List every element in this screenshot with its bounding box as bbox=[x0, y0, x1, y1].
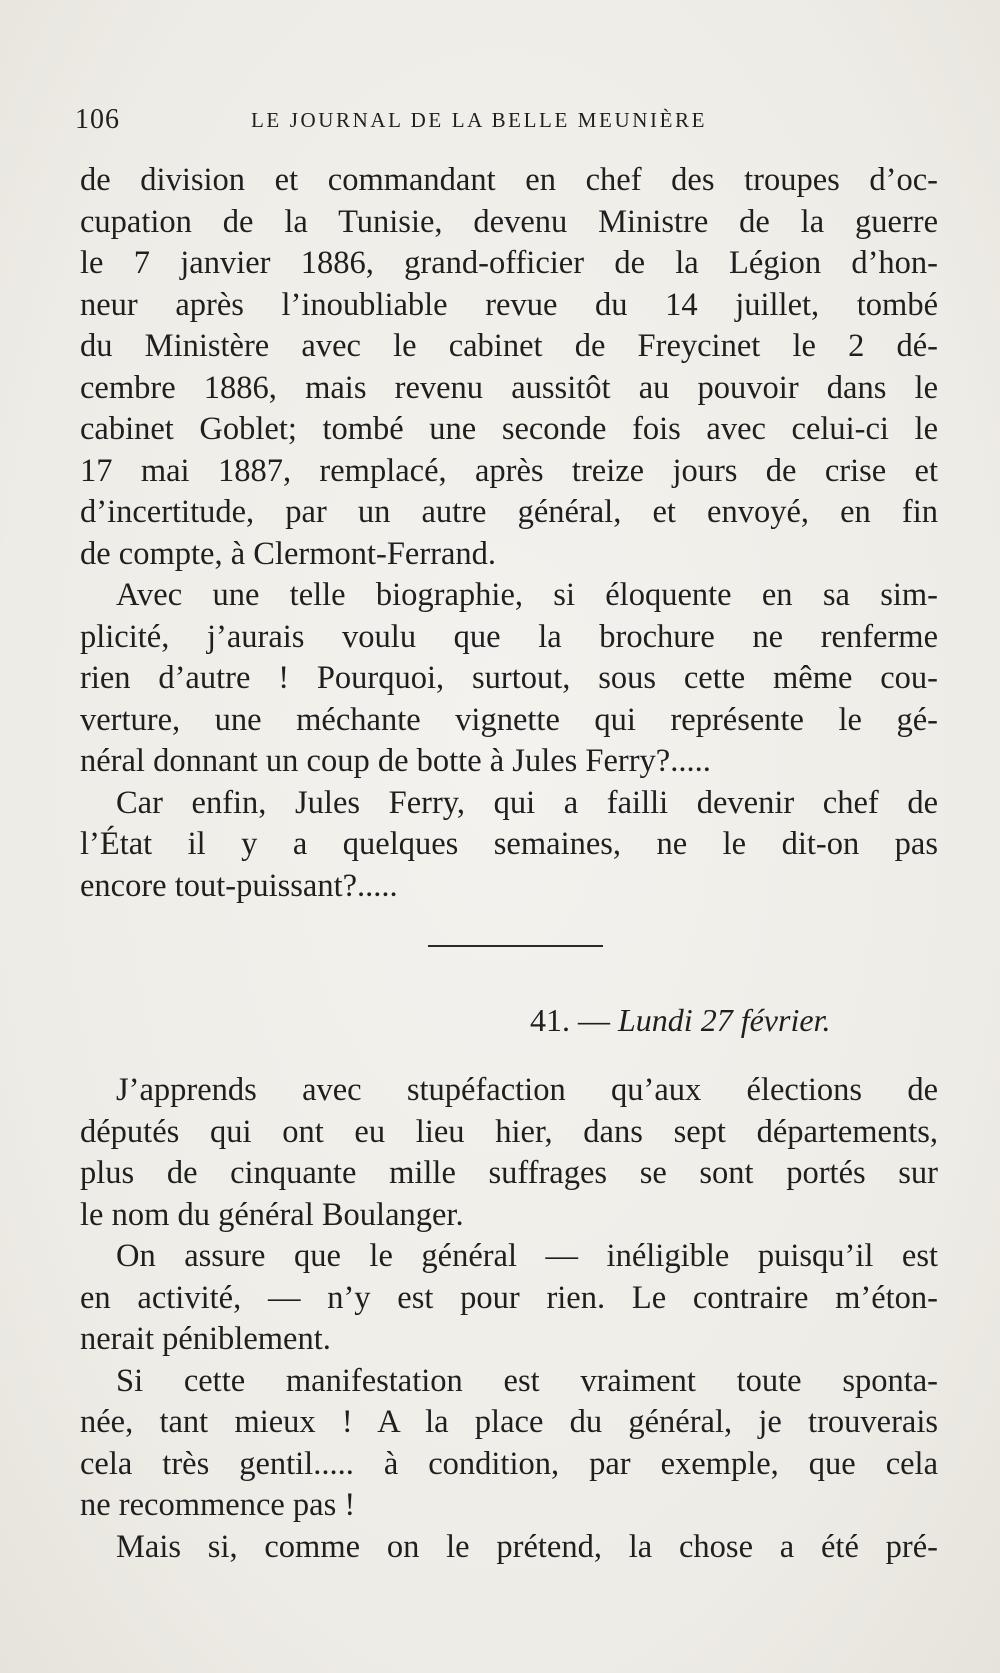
text-line: Avec une telle biographie, si éloquente en sa sim- bbox=[116, 577, 938, 613]
body-text-section-b bbox=[80, 1070, 938, 1568]
text-line: 17 mai 1887, remplacé, après treize jours de crise et bbox=[80, 452, 938, 489]
text-line: en activité, — n’y est pour rien. Le contraire m’éton- bbox=[80, 1279, 938, 1316]
text-line: née, tant mieux ! A la place du général, je trouverais bbox=[80, 1404, 938, 1440]
text-line: plus de cinquante mille suffrages se sont portés sur bbox=[80, 1155, 938, 1191]
text-line: nerait péniblement. bbox=[80, 1321, 331, 1357]
text-line: neur après l’inoubliable revue du 14 juillet, tombé bbox=[80, 286, 938, 323]
text-line: plicité, j’aurais voulu que la brochure ne renferme bbox=[80, 618, 938, 655]
entry-date: Lundi 27 février. bbox=[618, 1002, 831, 1038]
text-line: cupation de la Tunisie, devenu Ministre de la guerre bbox=[80, 203, 938, 240]
text-line: d’incertitude, par un autre général, et envoyé, en fin bbox=[80, 494, 938, 530]
text-line: de division et commandant en chef des troupes d’oc- bbox=[80, 162, 938, 198]
text-line: ne recommence pas ! bbox=[80, 1487, 356, 1523]
text-line: cabinet Goblet; tombé une seconde fois avec celui-ci le bbox=[80, 411, 938, 447]
text-line: Car enfin, Jules Ferry, qui a failli devenir chef de bbox=[116, 784, 938, 821]
text-line: J’apprends avec stupéfaction qu’aux élections de bbox=[116, 1072, 938, 1108]
entry-number: 41. bbox=[530, 1002, 570, 1038]
text-line: verture, une méchante vignette qui représente le gé- bbox=[80, 701, 938, 738]
text-line: rien d’autre ! Pourquoi, surtout, sous cette même cou- bbox=[80, 660, 938, 696]
text-line: le nom du général Boulanger. bbox=[80, 1196, 464, 1233]
text-line: cela très gentil..... à condition, par exemple, que cela bbox=[80, 1445, 938, 1482]
text-line: encore tout-puissant?..... bbox=[80, 867, 398, 904]
section-separator bbox=[428, 945, 603, 947]
text-line: l’État il y a quelques semaines, ne le dit-on pas bbox=[80, 826, 938, 862]
body-text-section-a bbox=[80, 160, 938, 907]
text-line: cembre 1886, mais revenu aussitôt au pouvoir dans le bbox=[80, 369, 938, 406]
running-title: LE JOURNAL DE LA BELLE MEUNIÈRE bbox=[251, 108, 708, 132]
text-line: On assure que le général — inéligible puisqu’il est bbox=[116, 1238, 938, 1274]
entry-dash: — bbox=[578, 1002, 610, 1038]
text-line: Mais si, comme on le prétend, la chose a été pré- bbox=[116, 1528, 938, 1565]
entry-heading bbox=[530, 1002, 830, 1039]
text-line: de compte, à Clermont-Ferrand. bbox=[80, 535, 497, 572]
text-line: le 7 janvier 1886, grand-officier de la Légion d’hon- bbox=[80, 245, 938, 281]
page-number: 106 bbox=[75, 104, 120, 135]
text-line: du Ministère avec le cabinet de Freycinet le 2 dé- bbox=[80, 328, 938, 364]
text-line: Si cette manifestation est vraiment toute sponta- bbox=[116, 1362, 938, 1399]
text-line: néral donnant un coup de botte à Jules Ferry?..... bbox=[80, 743, 711, 779]
running-head bbox=[75, 104, 765, 136]
text-line: députés qui ont eu lieu hier, dans sept départements, bbox=[80, 1113, 938, 1150]
